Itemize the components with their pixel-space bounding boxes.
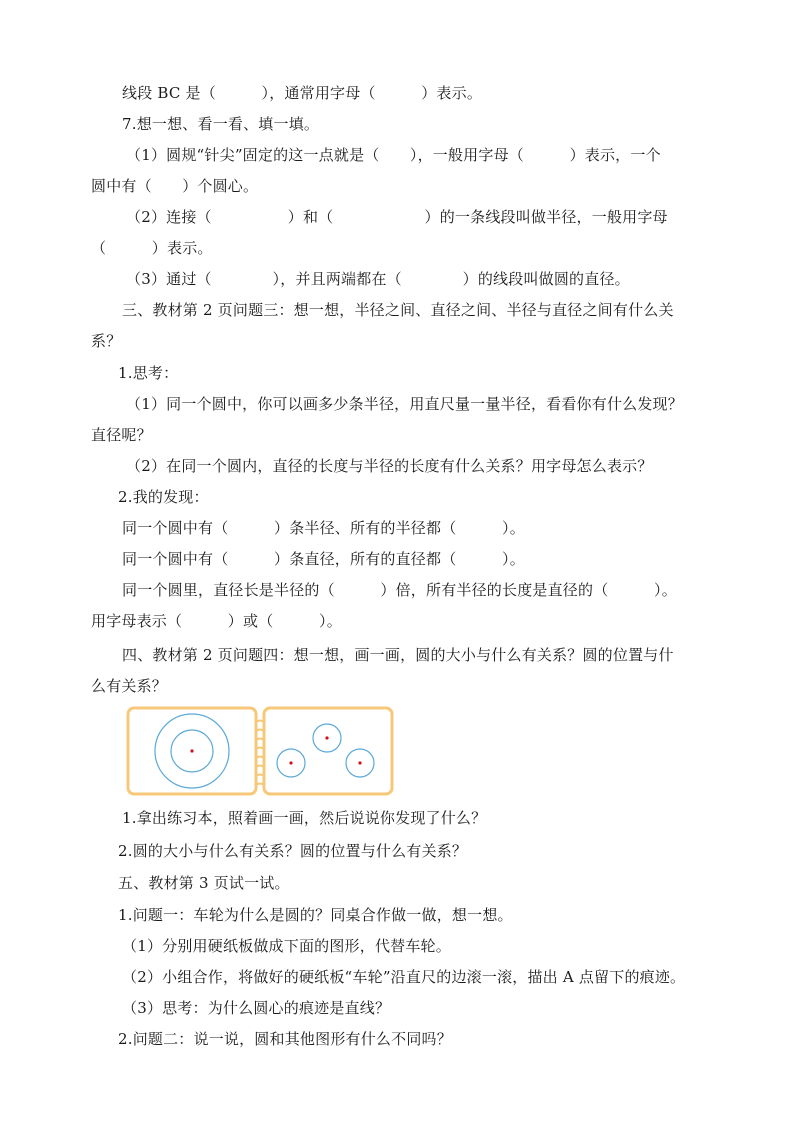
text-line-25: （1）分别用硬纸板做成下面的图形，代替车轮。 [122,937,451,955]
text-line-21: 1.拿出练习本，照着画一画，然后说说你发现了什么？ [122,809,487,827]
text-line-14: 2.我的发现： [118,488,209,506]
text-line-20: 么有关系？ [91,677,168,695]
text-line-5: （2）连接（ ）和（ ）的一条线段叫做半径，一般用字母 [126,208,668,226]
text-line-16: 同一个圆中有（ ）条直径，所有的直径都（ ）。 [122,550,525,568]
text-line-17: 同一个圆里，直径长是半径的（ ）倍，所有半径的长度是直径的（ ）。 [122,581,677,599]
text-line-11: （1）同一个圆中，你可以画多少条半径，用直尺量一量半径，看看你有什么发现？ [126,395,683,413]
circles-figure [126,706,396,798]
small-circle-left-center [289,761,292,764]
text-line-24: 1.问题一：车轮为什么是圆的？同桌合作做一做，想一想。 [118,906,513,924]
center-dot [190,749,193,752]
text-line-28: 2.问题二：说一说，圆和其他图形有什么不同吗？ [118,1030,452,1048]
text-line-22: 2.圆的大小与什么有关系？圆的位置与什么有关系？ [118,842,468,860]
section-four-heading: 四、教材第 2 页问题四：想一想，画一画，圆的大小与什么有关系？圆的位置与什 [122,646,674,664]
section-five-heading: 五、教材第 3 页试一试。 [118,874,290,892]
text-line-3: （1）圆规“针尖”固定的这一点就是（ ），一般用字母（ ）表示，一个 [126,146,661,164]
small-circle-right-center [358,761,361,764]
text-line-2: 7.想一想、看一看、填一填。 [122,115,320,133]
small-circle-top-center [325,736,328,739]
text-line-4: 圆中有（ ）个圆心。 [91,177,259,195]
text-line-26: （2）小组合作，将做好的硬纸板“车轮”沿直尺的边滚一滚，描出 A 点留下的痕迹。 [122,968,686,986]
section-three-heading: 三、教材第 2 页问题三：想一想，半径之间、直径之间、半径与直径之间有什么关 [122,301,674,319]
text-line-10: 1.思考： [118,364,179,382]
text-line-7: （3）通过（ ），并且两端都在（ ）的线段叫做圆的直径。 [126,270,630,288]
text-line-13: （2）在同一个圆内，直径的长度与半径的长度有什么关系？用字母怎么表示？ [126,457,653,475]
text-line-15: 同一个圆中有（ ）条半径、所有的半径都（ ）。 [122,519,525,537]
text-line-9: 系？ [91,332,122,350]
text-line-27: （3）思考：为什么圆心的痕迹是直线？ [122,999,391,1017]
text-line-1: 线段 BC 是（ ），通常用字母（ ）表示。 [122,84,483,102]
text-line-6: （ ）表示。 [91,239,213,257]
text-line-18: 用字母表示（ ）或（ ）。 [91,612,342,630]
text-line-12: 直径呢？ [91,426,152,444]
